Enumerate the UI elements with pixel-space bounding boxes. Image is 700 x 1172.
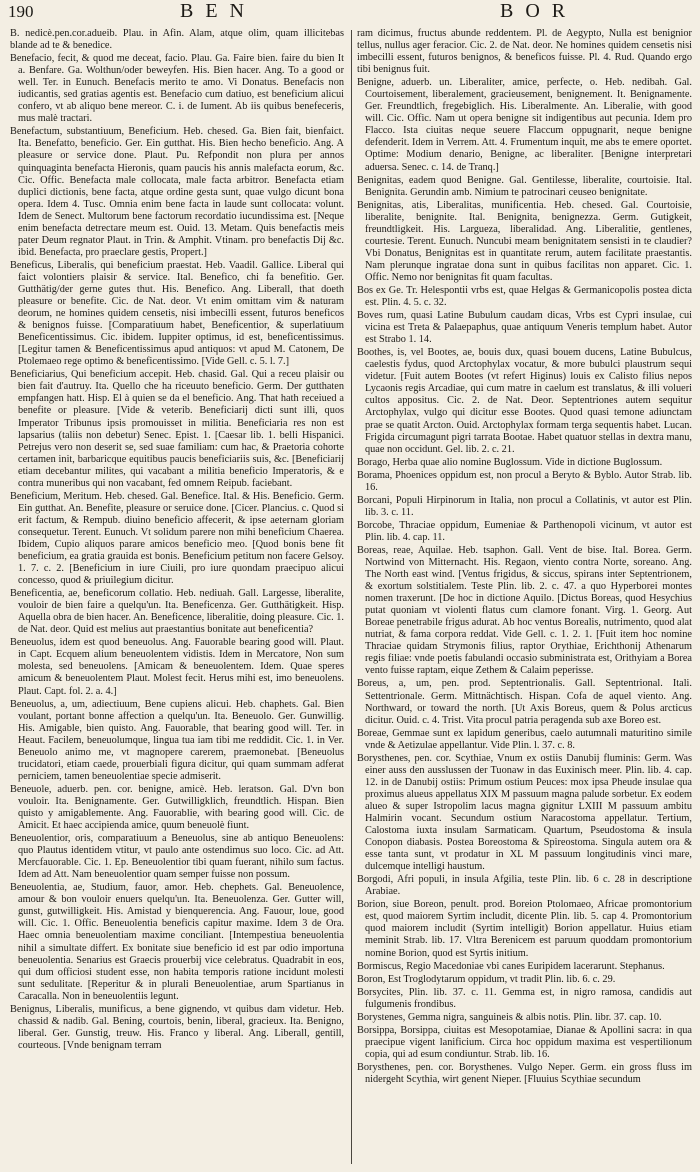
dictionary-entry: Borama, Phoenices oppidum est, non procul a Beryto & Byblo. Autor Strab. lib. 16. [357, 469, 692, 493]
dictionary-entry: Beneuolentior, oris, comparatiuum a Beneuolus, sine ab antiquo Beneuolens: quo Plautus identidem vtitur, vt paulo ante ostendimus suo loco. Cic. ad Att. Mercfauorable. Cic. 1. Ep. Beneuolentior tibi quam fuerant, nihilo sum factus. Idem ad Att. Nam beneuolentior quam semper fuisse non possum. [10, 833, 344, 881]
dictionary-entry: Benigne, aduerb. un. Liberaliter, amice, perfecte, o. Heb. nedibah. Gal. Courtoisement, liberalement, gracieusement, benignement. It. Benignamente. Ger. Freundtlich, fregebiglich. His. Liberalmente. An. Liberalie, with good will. Cic. Offic. Nam ut opera benigne sit indigentibus aut pecunia. Idem pro Flacco. Ista ciuitas neque seuere Flaccum oppugnarit, neque benigne defenderit. Idem in Verrem. Att. 4. Frumentum inquit, me abs te emere oportet. Optime: Modium denario, Benigne, ac liberaliter. [Benigne interpretari aduersa. Senec. c. 14. de Tranq.] [357, 77, 692, 173]
dictionary-entry: Borcobe, Thraciae oppidum, Eumeniae & Parthenopoli vicinum, vt autor est Plin. lib. 4. cap. 11. [357, 519, 692, 543]
dictionary-entry: Beneficium, Meritum. Heb. chesed. Gal. Benefice. Ital. & His. Beneficio. Germ. Ein gutthat. An. Benefite, pleasure or seruice done. [Cicer. Plancius. c. Quod si erit factum, & Rempub. diuino beneficio affecerit, & ipse aeternam gloriam consequetur. Terent. Eunuch. Vt solidum parere non mihi beneficium Chaerea. Ibidem, Cupio aliquos parare amicos beneficio meo. [Quod bonis bene fit beneficium, ea gratia grauida est bonis. Beneficium petitum non facere Gelsoy. 1. 7. c. 2. [Beneficium in iure Ciuili, pro iure quondam praecipuo alicui concesso, quod & priuilegium dicitur. [10, 490, 344, 587]
dictionary-entry: Bos ex Ge. Tr. Helespontii vrbs est, quae Helgas & Germanicopolis postea dicta est. Plin. 4. 5. c. 32. [357, 284, 692, 309]
dictionary-entry: Borgodi, Afri populi, in insula Afgilia, teste Plin. lib. 6 c. 28 in descriptione Arabiae. [357, 874, 692, 898]
column-divider [351, 30, 352, 1164]
left-running-head: BEN [180, 0, 256, 22]
dictionary-entry: Beneuole, aduerb. pen. cor. benigne, amicè. Heb. leratson. Gal. D'vn bon vouloir. Ita. Benignamente. Ger. Gutwilligklich, freundtlich. Hispan. Bien quisto y amigablemente. Ang. Fauorablie, with bearing good will. Cic. de Amicit. Et haec accipienda amice, quum beneuolè fiunt. [10, 783, 344, 832]
dictionary-entry: Borion, siue Boreon, penult. prod. Boreion Ptolomaeo, Africae promontorium est, quod maiorem Syrtim includit, dicente Plin. lib. 5. cap 4. Promontorium quod maiorem includit (Syrtim intelligit) Borion appellatur. Huius etiam meminit Strab. lib. 17. Vltra Berenicem est paruum quoddam promontorium nomine Borion, quod est Syrtis initium. [357, 899, 692, 959]
running-header [0, 0, 700, 26]
dictionary-entry: Borcani, Populi Hirpinorum in Italia, non procul a Collatinis, vt autor est Plin. lib. 3. c. 11. [357, 494, 692, 518]
dictionary-entry: Beneuolentia, ae, Studium, fauor, amor. Heb. chephets. Gal. Beneuolence, amour & bon vouloir enuers quelqu'un. Ita. Beneuolenza. Ger. Gutter will, gunst, gutwilligkeit. His. Amistad y bienquerencia. Ang. Fauour, loue, good will. Cic. 1. Offic. Beneuolentia beneficis capitur maxime. Idem 3 de Ora. Haec omnia beneuolentiam maxime conciliant. [Intempestiua beneuolentia nihil a simultate differt. Ex bonitate siue beneficio id est par odio importuna beneuolentia. Senarius est Graecis prouerbij vice celebratus. Quadrabit in eos, qui dum officiosi student esse, non habita temporis ratione incidunt molesti sunt sedulitate. [Reperitur & in plurali Beneuolentiae, arum Spartianus in Caracalla. Non in beneuolentiis legunt. [10, 882, 344, 1002]
dictionary-entry: Bormiscus, Regio Macedoniae vbi canes Euripidem lacerarunt. Stephanus. [357, 960, 665, 972]
dictionary-entry: Beneficus, Liberalis, qui beneficium praestat. Heb. Vaadil. Gallice. Liberal qui faict volontiers plaisir & service. Ital. Benefico, chi fa benefitio. Ger. Gutthätig/der gerne gutes thut. His. Benefico. Ang. Liberall, that doeth pleasure or benefite. Cic. de Nat. deor. Vt enim omittam vim & naturam deorum, ne homines quidem censetis, nisi imbecilli essent, futuros beneficos & benignos fuisse. [Comparatiuum habet, Beneficentior, & superlatiuum Beneficentissimus. Cic. ibidem. Iuppiter optimus, id est, beneficentissimus. [Legitur tamen & Beneficentissimus apud antiquos: vt apud M. Catonem, De Ptolemaeo rege optimo & beneficentissimo. [Vide Gell. c. 5. l. 7.] [10, 259, 344, 368]
dictionary-entry: Benignitas, eadem quod Benigne. Gal. Gentilesse, liberalite, courtoisie. Ital. Benignita. Gerundin amb. Nimium te patrocinari ceuseo benignitate. [357, 174, 692, 198]
dictionary-entry: Boothes, is, vel Bootes, ae, bouis dux, quasi bouem ducens, Latine Bubulcus, caelestis fydus, quod Arctophylax vocatur, & more bubulci plaustrum sequi videtur. [Fuit autem Bootes (vt refert Higinus) louis ex Calisto filius nepos Lycaonis regis Arcadiae, qui cum matre in caelum est translatus, & illi volueri cultos appositus. Cic. 2. de Nat. Deor. Septentriones autem sequitur Arctophylax, vulgo qui dicitur esse Bootes. Quod quasi temone adiunctam prae se quatit Arcton. Ouid. Arctophylax formam terga sequentis habet. Lucan. Frigida circumagunt pigri tarrata Bootae. Habet quatuor stellas in dextra manu, quae non occidunt. Gel. lib. 2. c. 21. [357, 347, 692, 455]
dictionary-entry: Borsycites, Plin. lib. 37. c. 11. Gemma est, in nigro ramosa, candidis aut fulgumenis frondibus. [357, 986, 692, 1010]
dictionary-entry: Beneficentia, ae, beneficorum collatio. Heb. nediuah. Gall. Largesse, liberalite, vouloir de bien faire a quelqu'un. Ita. Beneficenza. Ger. Gutthätigkeit. Hisp. Aquella obra de bien hacer. An. Beneficence, liberalitie, doing pleasure. Cic. 1. de Nat. deor. Quid est melius aut praestantius bonitate aut beneficentia? [10, 588, 344, 636]
dictionary-entry: Boreae, Gemmae sunt ex lapidum generibus, caelo autumnali maturitino simile vnde & Aetizulae appellantur. Vide Plin. l. 37. c. 8. [357, 727, 692, 751]
dictionary-entry: Borysthenes, pen. cor. Borysthenes. Vulgo Neper. Germ. ein gross fluss im nidergeht Scythia, wirt genent Nieper. [Fluuius Scythiae secundum [357, 1061, 692, 1085]
dictionary-entry: Beneuolus, idem est quod beneuolus. Ang. Fauorable bearing good will. Plaut. in Capt. Ecquem alium beneuolentem vidistis. Idem in Mercatore, Non sum molesta, sed beneuolens. [Amicam & beneuolentem. Idem. Quae speres amicum & beneuolentem Plaut. Molest fecit. Herus mihi est, imo beneuolens. Plaut. Capt. fol. 2. a. 4.] [10, 637, 344, 697]
dictionary-entry: Beneficiarius, Qui beneficium accepit. Heb. chasid. Gal. Qui a receu plaisir ou bien fait d'autruy. Ita. Quello che ha riceuuto beneficio. Germ. Der gutthaten empfangen hatt. Hisp. El à quien se da el beneficio. Ang. That hath receiued a benefite or pleasure. [Vide & veterib. Beneficiarij dicti sunt illi, quos Imperator Tribunus ipsis promouisset in militia. Beneficiaria res non est lapsarius (taliis non debetur) Senec. Epist. 1. [Caesar lib. 1. belli Hispanici. Petrejus vero non deserit se, sed suae familiam: cum hac, & Praetoria cohorte certamen init, barbaricque equitibus paucis beneficiariis suis, &c. [Beneficiarij etiam decebantur milites, qui vacabant a militia beneficio Imperatoris, & e contra muneribus qui non vacabant, fed omnem Reipub. faciebant. [10, 369, 344, 489]
dictionary-entry: Boreas, reae, Aquilae. Heb. tsaphon. Gall. Vent de bise. Ital. Borea. Germ. Nortwind von Mitternacht. His. Regaon, viento contra Norte, soreano. Ang. The North east wind. [Ventus frigidus, & siccus, spirans inter Septentrionem, & exortum solstitialem. Teste Plin. lib. 2. c. 47. a quo Hyperborei montes nomen traxerunt. [De hoc in dictione Aquilo. [Dictus Boreas, quod Hesychius putat quoniam vt violenti flatus cum clamore fonant. Virg. 1. Georg. Aut Boreae penetrabile frigus adurat. Ab hoc ventus Borealis, nutrimento, quod alat nutriat, & fama corpora reddat. Vide Gell. c. 1. 2. 1. [Fuit item hoc nomine Thraciae quidam Strymonis filius, raptor Orythiae, Erichthonij Athenarum regis filiae: vnde poetis fabulandi occasio subministrata est, Orithyiam a Borea vento fuisse raptam, eique Zethem & Calaim peperisse. [357, 544, 692, 677]
page-number: 190 [8, 2, 34, 21]
dictionary-entry: Borystenes, Gemma nigra, sanguineis & albis notis. Plin. libr. 37. cap. 10. [357, 1011, 662, 1023]
dictionary-entry: Boron, Est Troglodytarum oppidum, vt tradit Plin. lib. 6. c. 29. [357, 973, 616, 985]
dictionary-entry: B. nedicè.pen.cor.adueib. Plau. in Afin. Alam, atque olim, quam illicitebas blande ad te & benedice. [10, 28, 344, 52]
dictionary-entry: Benefacio, fecit, & quod me deceat, facio. Plau. Ga. Faire bien. faire du bien It a. Benfare. Ga. Wolthun/oder beweyfen. His. Bien hacer. Ang. To a good or well. Ter. in Eunuch. Benefacis merito te amo. Vi Donatus. Benefacis non iudicantis, sed gratias agentis est. Benefacio cum datiuo, est beneficium alicui confero, vt ab aliquo bene mereor. C. i. de Iument. Ab iis quibus benefeceris, mus malè tractari. [10, 53, 344, 125]
dictionary-entry: Benignus, Liberalis, munificus, a bene gignendo, vt quibus dam videtur. Heb. chassid & nadib. Gal. Bening, courtois, benin, liberal, gracieux. Ita. Benigno, liberal. Ger. Gunstig, treuw. His. Franco y liberal. Ang. Liberall, gentill, courteous. [Vnde benignam terram [10, 1003, 344, 1051]
dictionary-entry: Borago, Herba quae alio nomine Buglossum. Vide in dictione Buglossum. [357, 456, 663, 468]
dictionary-entry: Borsippa, Borsippa, ciuitas est Mesopotamiae, Dianae & Apollini sacra: in qua praecipue vigent lanificium. Circa hoc oppidum maxima est vespertilionum copia, qui ad esum condiuntur. Strab. lib. 16. [357, 1024, 692, 1060]
dictionary-entry: Boves rum, quasi Latine Bubulum caudam dicas, Vrbs est Cypri insulae, cui vicina est Treta & Palaepaphus, quae antiquum Veneris templum habet. Autor est Strabo 1. 14. [357, 310, 692, 346]
left-column [10, 28, 344, 1168]
right-column [357, 28, 692, 1168]
dictionary-entry: ram dicimus, fructus abunde reddentem. Pl. de Aegypto, Nulla est benignior tellus, nullus ager feracior. Cic. 2. de Nat. deor. Ne homines quidem censetis nisi imbecilli essent, futuros benignos, & beneficos fuisse. Pl. 4. Rud. Quando ergo tibi benignus fuit. [357, 28, 692, 76]
right-running-head: BOR [500, 0, 578, 22]
dictionary-entry: Borysthenes, pen. cor. Scythiae, Vnum ex ostiis Danubij fluminis: Germ. Was einer auss den ausslussen der Tuonaw in das Euxinisch meer. Plin. lib. 4. cap. 12. in de Danubij ostiis: Primum ostium Peuces: mox ipsa Pheude insulae qua proximus alueus appellatus XIX M passuum magna palude sorbetur. Ex eodem alueo & super Istropolim lacus magna gignitur LXIII M passuum ambitu Halmirin vocant. Secundum ostium Naracostoma appellatur. Tertium, Calostoma iuxta insulam Sarmaticam. Quartum, Pseudostoma & insula Conopon diabasis. Postea Boreostoma & Spireostoma. Singula autem ora & esse tanta sunt, vt prodatur in XL M passuum longitudinis vinci mare, dulcemque intelligi haustum. [357, 752, 692, 873]
dictionary-entry: Benefactum, substantiuum, Beneficium. Heb. chesed. Ga. Bien fait, bienfaict. Ita. Benefatto, beneficio. Ger. Ein gutthat. His. Bien hecho beneficio. Ang. A pleasure or service done. Plaut. Pu. Refpondit non plura per annos quinquaginta benefacta Hieronis, quam paucis his annis malefacta eorum, &c. Cic. Offic. Benefacta male collocata, male facta arbitror. Benefacta etiam duplici dictionis, bene facta, atque ordine gesta sunt, quae vulgo dicunt bona opera. Idem 4. Tusc. Omnia enim bene facta in laude sunt collocata: volunt. Idem de Senect. Multorum bene factorum recordatio iucundissima est. [Neque enim benefacta detrectare meum est. Ouid. 13. Metam. Quis benefactis meis pater Deum regnator Plaut. in Trin. & Amphit. Vtinam. pro benefactis Dij &c. ibid. Benefacta, pro praeclare gestis, Propert.] [10, 126, 344, 258]
dictionary-entry: Beneuolus, a, um, adiectiuum, Bene cupiens alicui. Heb. chaphets. Gal. Bien voulant, portant bonne affection a quelqu'un. Ita. Beneuolo. Ger. Gunwillig. His. Amigable, bien quisto. Ang. Fauorable, that bearing good will. Ter. in Heaut. Facilem, beneuolumque, lingua tua iam tibi me reddidit. Cic. 1. in Ver. Beneuolo animo me, vt magnopere carerem, praemonebat. [Beneuolus trucidatori, etiam caede, prouerbiali figura dicitur, qui quam summam adferat perniciem, tamen beneuolentiae specie admiserit. [10, 698, 344, 782]
dictionary-entry: Boreus, a, um, pen. prod. Septentrionalis. Gall. Septentrional. Itali. Settentrionale. Germ. Mittnächtisch. Hispan. Cofa de aquel viento. Ang. Northward, or toward the north. [Ut Axis Boreus, quem & Polus arcticus dicitur. Ouid. c. 4. Trist. Vita procul patria peragenda sub axe Boreo est. [357, 678, 692, 726]
dictionary-entry: Benignitas, atis, Liberalitas, munificentia. Heb. chesed. Gal. Courtoisie, liberalite, benignite. Ital. Benignita, benignezza. Germ. Gutigkeit, freundtligkeit. His. Largueza, liberalidad. Ang. Liberalitie, gentlenes, courtesie. Terent. Eunuch. Nuncubi meam benignitatem sensisti in te claudier? Vbi Donatus, Benignitas est in quantitate rerum, autem facilitate praestantis. Nam plerunque ingratae dona sunt in quibus facilitas non apparet. Cic. 1. Offic. Nemo nor benignitas fit quam facultas. [357, 199, 692, 283]
